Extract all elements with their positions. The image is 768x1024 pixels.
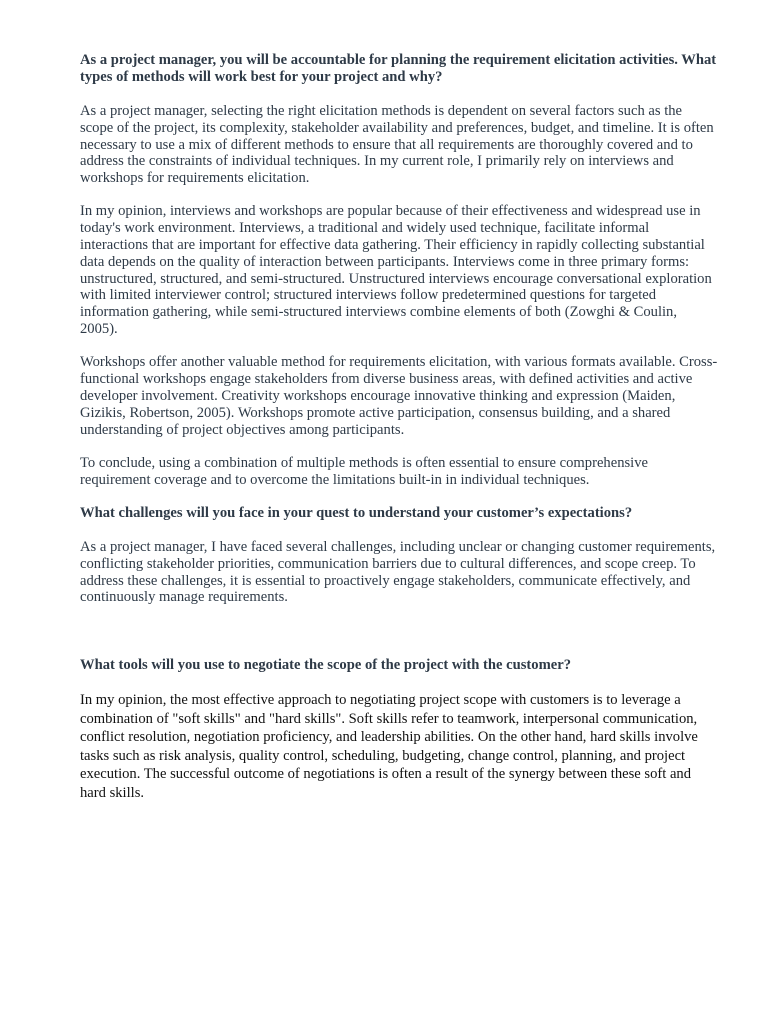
- paragraph-elicitation-intro: As a project manager, selecting the right elicitation methods is dependent on several factors such as the scope of the project, its complexity, stakeholder availability and preferences, budget, and timeline. It is often necessary to use a mix of different methods to ensure that all requirements are thoroughly covered and to address the constraints of individual techniques. In my current role, I primarily rely on interviews and workshops for requirements elicitation.: [80, 103, 714, 187]
- question-customer-expectations: What challenges will you face in your quest to understand your customer’s expectations?: [80, 504, 633, 521]
- paragraph-challenges: As a project manager, I have faced several challenges, including unclear or changing customer requirements, conflicting stakeholder priorities, communication barriers due to cultural differences, and scope creep. To address these challenges, it is essential to proactively engage stakeholders, communicate effectively, and continuously manage requirements.: [80, 538, 716, 606]
- paragraph-conclusion: To conclude, using a combination of multiple methods is often essential to ensure comprehensive requirement coverage and to overcome the limitations built-in in individual techniques.: [80, 454, 649, 488]
- paragraph-workshops: Workshops offer another valuable method for requirements elicitation, with various formats available. Cross-functional workshops engage stakeholders from diverse business areas, with defined activities and active developer involvement. Creativity workshops encourage innovative thinking and expression (Maiden, Gizikis, Robertson, 2005). Workshops promote active participation, consensus building, and a shared understanding of project objectives among participants.: [80, 354, 718, 438]
- question-elicitation-methods: As a project manager, you will be accountable for planning the requirement elicitation activities. What types of methods will work best for your project and why?: [80, 52, 717, 85]
- paragraph-soft-hard-skills: In my opinion, the most effective approach to negotiating project scope with customers is to leverage a combination of "soft skills" and "hard skills". Soft skills refer to teamwork, interpersonal communication, conflict resolution, negotiation proficiency, and leadership abilities. On the other hand, hard skills involve tasks such as risk analysis, quality control, scheduling, budgeting, change control, planning, and project execution. The successful outcome of negotiations is often a result of the synergy between these soft and hard skills.: [80, 692, 698, 801]
- question-scope-negotiation: What tools will you use to negotiate the scope of the project with the customer?: [80, 657, 571, 674]
- paragraph-interviews: In my opinion, interviews and workshops are popular because of their effectiveness and widespread use in today's work environment. Interviews, a traditional and widely used technique, facilitate informal interactions that are important for effective data gathering. Their efficiency in rapidly collecting substantial data depends on the quality of interaction between participants. Interviews come in three primary forms: unstructured, structured, and semi-structured. Unstructured interviews encourage conversational exploration with limited interviewer control; structured interviews follow predetermined questions for targeted information gathering, while semi-structured interviews combine elements of both (Zowghi & Coulin, 2005).: [80, 203, 712, 338]
